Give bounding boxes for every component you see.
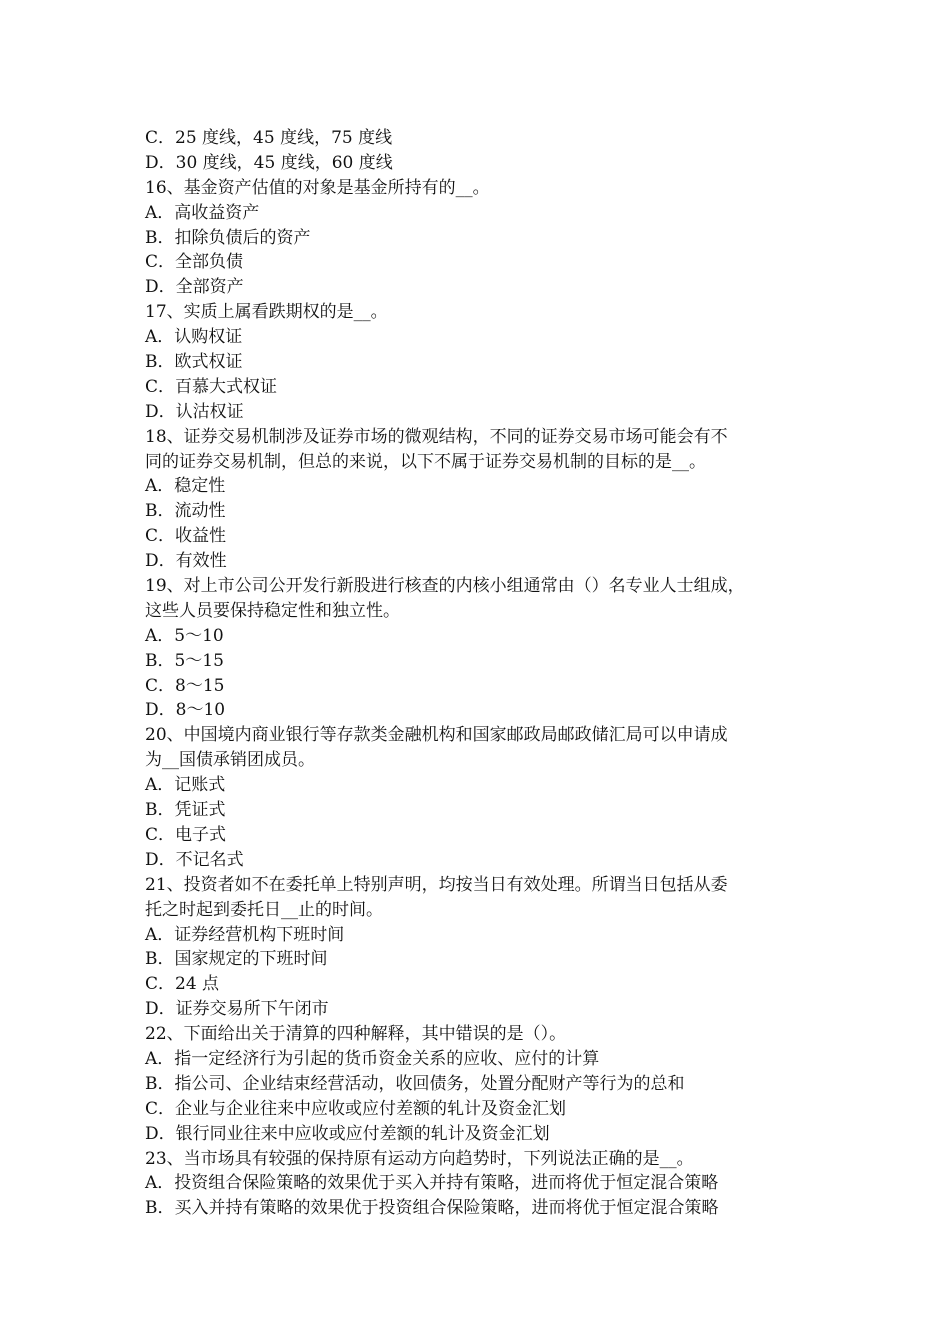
option-line: C．百慕大式权证: [145, 376, 278, 397]
option-line: C．25 度线，45 度线，75 度线: [145, 128, 393, 148]
option-line: C．企业与企业往来中应收或应付差额的轧计及资金汇划: [145, 1098, 567, 1119]
option-line: A．投资组合保险策略的效果优于买入并持有策略，进而将优于恒定混合策略: [145, 1173, 719, 1194]
option-line: D．全部资产: [145, 277, 244, 298]
option-line: B．扣除负债后的资产: [145, 227, 311, 248]
option-line: B．凭证式: [145, 800, 226, 821]
option-line: B．5～15: [145, 650, 224, 671]
option-line: A．指一定经济行为引起的货币资金关系的应收、应付的计算: [145, 1048, 600, 1069]
option-line: B．流动性: [145, 501, 226, 522]
option-line: C．全部负债: [145, 252, 244, 273]
question-line: 21、投资者如不在委托单上特别声明，均按当日有效处理。所谓当日包括从委: [145, 874, 728, 895]
question-continuation-line: 为__国债承销团成员。: [145, 750, 315, 771]
question-line: 23、当市场具有较强的保持原有运动方向趋势时，下列说法正确的是__。: [145, 1148, 694, 1169]
question-continuation-line: 同的证券交易机制，但总的来说，以下不属于证券交易机制的目标的是__。: [145, 451, 706, 472]
question-line: 22、下面给出关于清算的四种解释，其中错误的是（）。: [145, 1024, 567, 1045]
option-line: A．5～10: [145, 625, 224, 646]
option-line: D．有效性: [145, 551, 227, 572]
option-line: A．证券经营机构下班时间: [145, 924, 345, 945]
option-line: B．国家规定的下班时间: [145, 949, 328, 970]
question-continuation-line: 托之时起到委托日__止的时间。: [145, 899, 383, 920]
question-line: 20、中国境内商业银行等存款类金融机构和国家邮政局邮政储汇局可以申请成: [145, 725, 728, 746]
option-line: A．稳定性: [145, 476, 226, 497]
option-line: A．记账式: [145, 775, 226, 796]
option-line: C．8～15: [145, 675, 225, 696]
question-continuation-line: 这些人员要保持稳定性和独立性。: [145, 600, 400, 621]
question-line: 19、对上市公司公开发行新股进行核查的内核小组通常由（）名专业人士组成，: [145, 576, 745, 597]
option-line: B．指公司、企业结束经营活动，收回债务，处置分配财产等行为的总和: [145, 1073, 685, 1094]
option-line: C．收益性: [145, 526, 227, 547]
option-line: D．认沽权证: [145, 401, 244, 422]
option-line: D．8～10: [145, 700, 226, 721]
option-line: D．证券交易所下午闭市: [145, 999, 329, 1020]
question-line: 16、基金资产估值的对象是基金所持有的__。: [145, 177, 490, 198]
question-line: 18、证券交易机制涉及证券市场的微观结构，不同的证券交易市场可能会有不: [145, 426, 728, 447]
option-line: D．银行同业往来中应收或应付差额的轧计及资金汇划: [145, 1123, 550, 1144]
option-line: B．欧式权证: [145, 352, 243, 373]
question-line: 17、实质上属看跌期权的是__。: [145, 302, 388, 323]
document-body: [145, 126, 835, 1221]
option-line: D．30 度线，45 度线，60 度线: [145, 152, 393, 173]
option-line: B．买入并持有策略的效果优于投资组合保险策略，进而将优于恒定混合策略: [145, 1198, 719, 1219]
option-line: C．24 点: [145, 974, 220, 995]
option-line: A．高收益资产: [145, 202, 260, 223]
option-line: C．电子式: [145, 824, 227, 845]
option-line: D．不记名式: [145, 849, 244, 870]
option-line: A．认购权证: [145, 327, 243, 348]
